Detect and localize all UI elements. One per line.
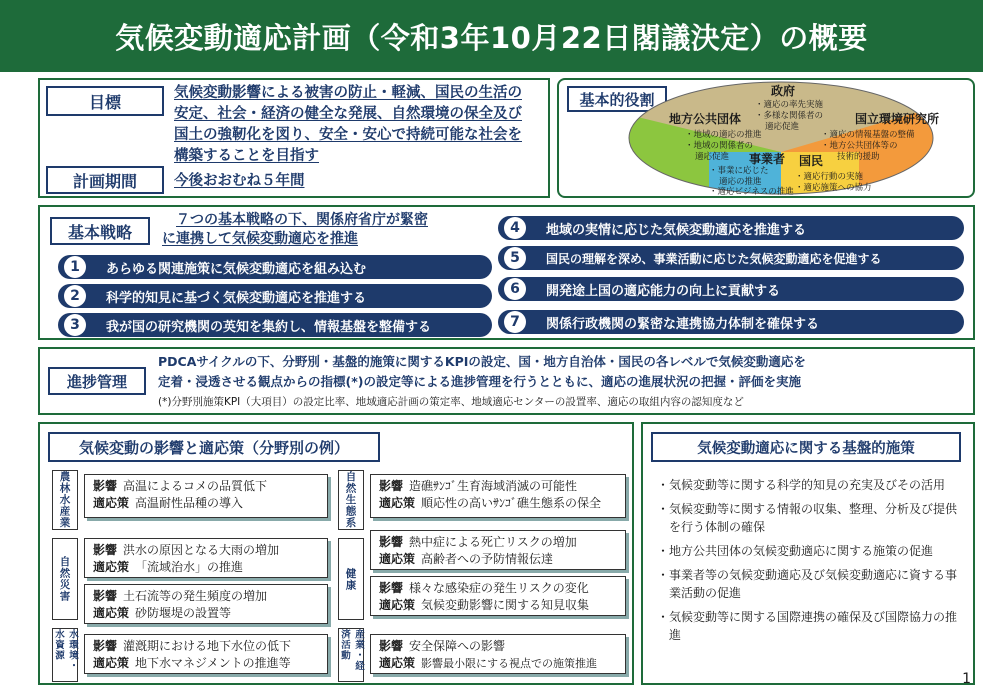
role-gov-item-1: ・適応の率先実施 (755, 100, 824, 110)
impact-word: 影響 (379, 535, 404, 549)
category-agriculture: 農林水産業 (52, 470, 78, 530)
measure-item-5: ・気候変動等に関する国際連携の確保及び国際協力の推進 (657, 610, 958, 642)
strategy-text-7: 関係行政機関の緊密な連携協力体制を確保する (546, 316, 820, 332)
category-disaster: 自然災害 (52, 538, 78, 620)
goal-line-1: 気候変動影響による被害の防止・軽減、国民の生活の (174, 85, 522, 101)
impact-word: 影響 (93, 639, 118, 653)
strategy-label: 基本戦略 (50, 217, 150, 245)
strategy-text-3: 我が国の研究機関の英知を集約し、情報基盤を整備する (106, 319, 432, 335)
role-local-item-2: ・地域の関係者の (685, 141, 754, 151)
impact-word: 影響 (379, 639, 404, 653)
measure-word: 適応策 (379, 496, 416, 510)
goal-line-3: 国土の強靭化を図り、安全・安心で持続可能な社会を (174, 127, 522, 143)
entry-measure-3: 砂防堰堤の設置等 (135, 606, 232, 620)
impact-word: 影響 (93, 479, 118, 493)
strategy-item-1 (58, 255, 492, 279)
entry-measure-1: 高温耐性品種の導入 (135, 496, 244, 510)
goal-line-2: 安定、社会・経済の健全な発展、自然環境の保全及び (174, 106, 522, 122)
measures-list (657, 476, 963, 650)
entry-impact-2: 洪水の原因となる大雨の増加 (123, 543, 280, 557)
entry-measure-7: 気候変動影響に関する知見収集 (421, 598, 590, 612)
entry-debris (84, 584, 328, 624)
category-ecosystem: 自然生態系 (338, 470, 364, 530)
role-business-item-1: ・事業に応じた (709, 166, 769, 176)
role-nies-item-1: ・適応の情報基盤の整備 (821, 130, 915, 140)
role-local-item-3: 適応促進 (695, 152, 730, 162)
strategy-text-6: 開発途上国の適応能力の向上に貢献する (546, 283, 781, 299)
strategy-item-6 (498, 277, 964, 301)
page-number: 1 (962, 671, 971, 687)
strategy-num-4: 4 (504, 217, 526, 239)
page-title: 気候変動適応計画（令和3年10月22日閣議決定）の概要 (0, 0, 983, 72)
strategy-intro-1: ７つの基本戦略の下、関係府省庁が緊密 (176, 212, 428, 228)
entry-groundwater (84, 634, 328, 674)
strategy-num-6: 6 (504, 278, 526, 300)
measures-section (641, 422, 975, 685)
goal-section (38, 78, 550, 198)
entry-measure-2: 「流域治水」の推進 (135, 560, 244, 574)
role-gov-item-3: 適応促進 (765, 122, 800, 132)
category-health: 健康 (338, 538, 364, 620)
role-local-title: 地方公共団体 (669, 112, 742, 126)
goal-line-4: 構築することを目指す (174, 148, 319, 164)
impact-word: 影響 (379, 581, 404, 595)
strategy-num-2: 2 (64, 285, 86, 307)
measure-item-3: ・地方公共団体の気候変動適応に関する施策の促進 (657, 544, 934, 558)
measure-item-1: ・気候変動等に関する科学的知見の充実及びその活用 (657, 478, 946, 492)
strategy-num-3: 3 (64, 314, 86, 336)
entry-flood (84, 538, 328, 578)
role-public-item-1: ・適応行動の実施 (795, 172, 864, 182)
entry-security (370, 634, 626, 674)
strategy-item-4 (498, 216, 964, 240)
measure-word: 適応策 (379, 656, 416, 670)
period-label: 計画期間 (46, 166, 164, 194)
entry-measure-8: 影響最小限にする視点での施策推進 (421, 657, 598, 670)
role-business-item-3: ・適応ビジネスの推進 (709, 187, 794, 197)
progress-section (38, 347, 975, 415)
entry-agriculture (84, 474, 328, 518)
entry-impact-7: 様々な感染症の発生リスクの変化 (409, 581, 589, 595)
progress-line-2: 定着・浸透させる観点からの指標(*)の設定等による進捗管理を行うとともに、適応の進展状況の把握・評価を実施 (158, 374, 801, 389)
strategy-text-5: 国民の理解を深め、事業活動に応じた気候変動適応を促進する (546, 251, 882, 266)
strategy-section (38, 205, 975, 340)
strategy-intro-2: に連携して気候変動適応を推進 (162, 231, 358, 247)
role-business-item-2: 適応の推進 (719, 177, 762, 187)
entry-impact-1: 高温によるコメの品質低下 (123, 479, 268, 493)
strategy-num-7: 7 (504, 311, 526, 333)
role-business-title: 事業者 (749, 152, 786, 166)
measures-label: 気候変動適応に関する基盤的施策 (651, 432, 961, 462)
roles-label: 基本的役割 (567, 86, 667, 112)
goal-label: 目標 (46, 86, 164, 116)
impact-word: 影響 (93, 589, 118, 603)
category-industry: 産業・経済活動 (338, 628, 364, 682)
entry-measure-5: 順応性の高いｻﾝｺﾞ礁生態系の保全 (421, 496, 602, 510)
entry-impact-8: 安全保障への影響 (409, 639, 506, 653)
entry-coral (370, 474, 626, 518)
measure-word: 適応策 (379, 598, 416, 612)
entry-measure-4: 地下水マネジメントの推進等 (135, 656, 291, 670)
category-water: 水環境・水資源 (52, 628, 78, 682)
entry-impact-4: 灌漑期における地下水位の低下 (123, 639, 292, 653)
role-gov-title: 政府 (771, 84, 796, 98)
measure-word: 適応策 (379, 552, 416, 566)
role-gov-item-2: ・多様な関係者の (755, 111, 824, 121)
measure-word: 適応策 (93, 656, 130, 670)
period-value: 今後おおむね５年間 (174, 173, 305, 189)
strategy-item-7 (498, 310, 964, 334)
strategy-text-4: 地域の実情に応じた気候変動適応を推進する (546, 222, 807, 238)
role-local-item-1: ・地域の適応の推進 (685, 130, 762, 140)
strategy-item-5 (498, 246, 964, 270)
strategy-item-3 (58, 313, 492, 337)
progress-line-1: PDCAサイクルの下、分野別・基盤的施策に関するKPIの設定、国・地方自治体・国民の各レベルで気候変動適応を (158, 354, 806, 369)
entry-impact-3: 土石流等の発生頻度の増加 (123, 589, 268, 603)
impacts-section (38, 422, 634, 685)
measure-word: 適応策 (93, 560, 130, 574)
impacts-label: 気候変動の影響と適応策（分野別の例） (48, 432, 380, 462)
measure-word: 適応策 (93, 496, 130, 510)
impact-word: 影響 (379, 479, 404, 493)
entry-impact-5: 造礁ｻﾝｺﾞ生育海域消滅の可能性 (409, 479, 578, 493)
measure-item-2: ・気候変動等に関する情報の収集、整理、分析及び提供を行う体制の確保 (657, 502, 958, 534)
impact-word: 影響 (93, 543, 118, 557)
strategy-item-2 (58, 284, 492, 308)
role-nies-item-2: ・地方公共団体等の (821, 141, 898, 151)
entry-heatstroke (370, 530, 626, 570)
strategy-text-2: 科学的知見に基づく気候変動適応を推進する (106, 290, 367, 306)
strategy-num-5: 5 (504, 247, 526, 269)
measure-word: 適応策 (93, 606, 130, 620)
entry-measure-6: 高齢者への予防情報伝達 (421, 552, 554, 566)
role-public-title: 国民 (799, 154, 824, 168)
measure-item-4: ・事業者等の気候変動適応及び気候変動適応に資する事業活動の促進 (657, 568, 958, 600)
role-public-item-2: ・適応施策への協力 (795, 183, 872, 193)
strategy-num-1: 1 (64, 256, 86, 278)
progress-label: 進捗管理 (48, 367, 146, 395)
progress-note: (*)分野別施策KPI（大項目）の設定比率、地域適応計画の策定率、地域適応センターの設置率、適応の取組内容の認知度など (158, 396, 744, 408)
strategy-text-1: あらゆる関連施策に気候変動適応を組み込む (106, 261, 367, 277)
role-nies-title: 国立環境研究所 (855, 112, 940, 126)
roles-section (557, 78, 975, 198)
role-nies-item-3: 技術的援助 (837, 152, 880, 162)
entry-infection (370, 576, 626, 616)
entry-impact-6: 熱中症による死亡リスクの増加 (409, 535, 577, 549)
